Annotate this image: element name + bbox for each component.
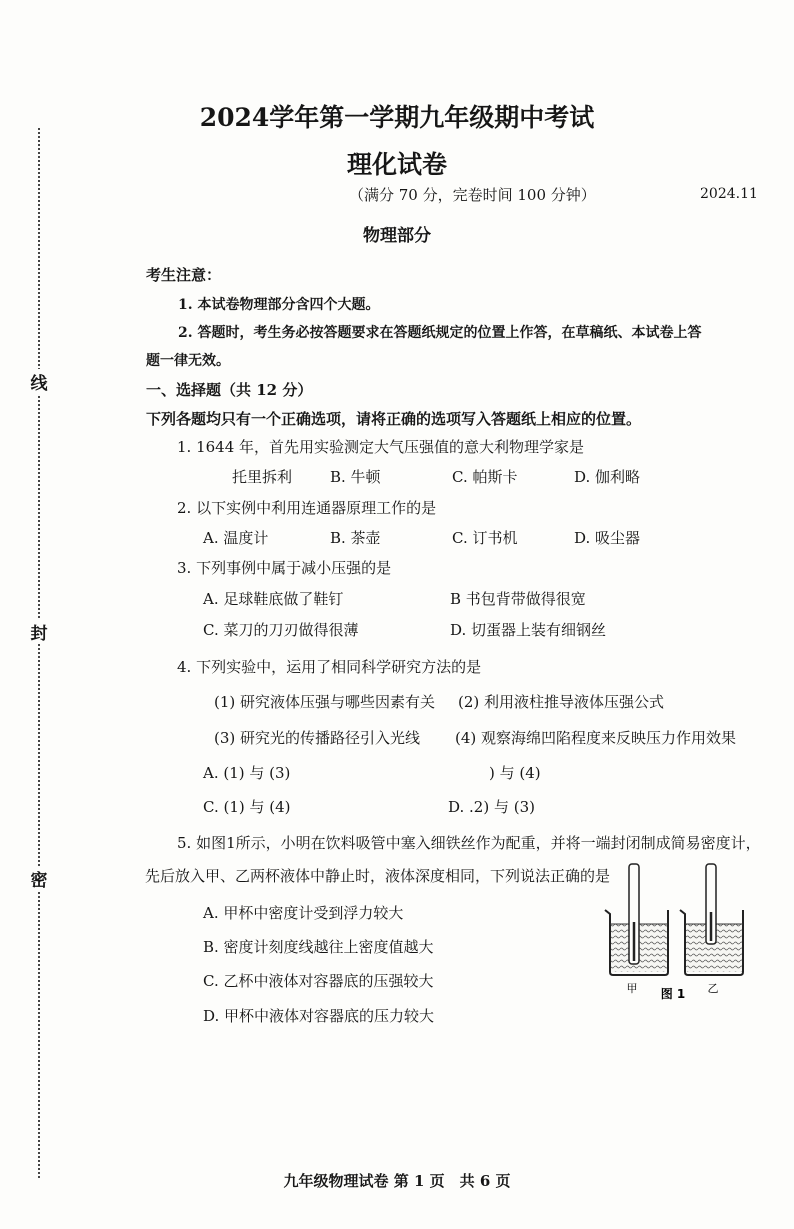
q2-option-d: D. 吸尘器 [574, 529, 641, 547]
binding-mark-feng: 封 [27, 619, 51, 644]
figure-caption: 图 1 [660, 987, 686, 1001]
q1-option-a: 托里拆利 [232, 468, 293, 486]
section-title: 物理部分 [363, 226, 431, 246]
q2-option-b: B. 茶壶 [330, 529, 381, 547]
q2-option-c: C. 订书机 [452, 529, 518, 547]
binding-mark-mi: 密 [27, 866, 51, 891]
q4-stem: 4. 下列实验中，运用了相同科学研究方法的是 [177, 658, 482, 676]
binding-mark-xian: 线 [27, 369, 51, 394]
q5-option-a: A. 甲杯中密度计受到浮力较大 [203, 904, 404, 922]
q5-option-d: D. 甲杯中液体对容器底的压力较大 [203, 1007, 435, 1025]
q3-option-a: A. 足球鞋底做了鞋钉 [203, 590, 344, 608]
q3-option-c: C. 菜刀的刀刃做得很薄 [203, 621, 359, 639]
q5-option-b: B. 密度计刻度线越往上密度值越大 [203, 938, 434, 956]
exam-date: 2024.11 [700, 186, 758, 202]
note-item-2: 2. 答题时，考生务必按答题要求在答题纸规定的位置上作答，在草稿纸、本试卷上答 [178, 325, 702, 341]
figure-label-jia: 甲 [626, 982, 638, 995]
q4-item-3: (3) 研究光的传播路径引入光线 [214, 729, 421, 747]
note-item-2-cont: 题一律无效。 [146, 353, 230, 369]
q2-stem: 2. 以下实例中利用连通器原理工作的是 [177, 499, 437, 517]
q4-item-1: (1) 研究液体压强与哪些因素有关 [214, 693, 436, 711]
part1-instruction: 下列各题均只有一个正确选项，请将正确的选项写入答题纸上相应的位置。 [146, 410, 642, 428]
q4-item-4: (4) 观察海绵凹陷程度来反映压力作用效果 [455, 729, 737, 747]
densimeter-left [629, 864, 639, 964]
q4-item-2: (2) 利用液柱推导液体压强公式 [458, 693, 665, 711]
binding-line [38, 128, 40, 1178]
exam-title: 2024学年第一学期九年级期中考试 [199, 103, 595, 132]
q3-stem: 3. 下列事例中属于减小压强的是 [177, 559, 392, 577]
q1-option-d: D. 伽利略 [574, 468, 641, 486]
figure-label-yi: 乙 [707, 982, 719, 995]
page-footer: 九年级物理试卷 第 1 页 共 6 页 [283, 1172, 511, 1190]
q4-option-c: C. (1) 与 (4) [203, 798, 291, 816]
q5-stem-cont: 先后放入甲、乙两杯液体中静止时，液体深度相同，下列说法正确的是 [145, 867, 611, 885]
q3-option-b: B 书包背带做得很宽 [450, 590, 586, 608]
q4-option-a: A. (1) 与 (3) [203, 764, 291, 782]
q1-option-c: C. 帕斯卡 [452, 468, 518, 486]
exam-subtitle: 理化试卷 [346, 150, 447, 179]
q5-option-c: C. 乙杯中液体对容器底的压强较大 [203, 972, 434, 990]
figure-1-densimeters [596, 862, 756, 1010]
q5-stem: 5. 如图1所示，小明在饮料吸管中塞入细铁丝作为配重，并将一端封闭制成简易密度计， [177, 834, 761, 852]
densimeter-right [706, 864, 716, 944]
q2-option-a: A. 温度计 [203, 529, 269, 547]
part1-heading: 一、选择题（共 12 分） [146, 381, 313, 399]
q4-option-b: ) 与 (4) [489, 764, 541, 782]
exam-meta: （满分 70 分，完卷时间 100 分钟） [349, 186, 596, 204]
notes-title: 考生注意： [146, 266, 222, 284]
q1-stem: 1. 1644 年，首先用实验测定大气压强值的意大利物理学家是 [177, 438, 585, 456]
q4-option-d: D. .2) 与 (3) [448, 798, 535, 816]
note-item-1: 1. 本试卷物理部分含四个大题。 [178, 297, 380, 313]
q1-option-b: B. 牛顿 [330, 468, 381, 486]
q3-option-d: D. 切蛋器上装有细钢丝 [450, 621, 607, 639]
